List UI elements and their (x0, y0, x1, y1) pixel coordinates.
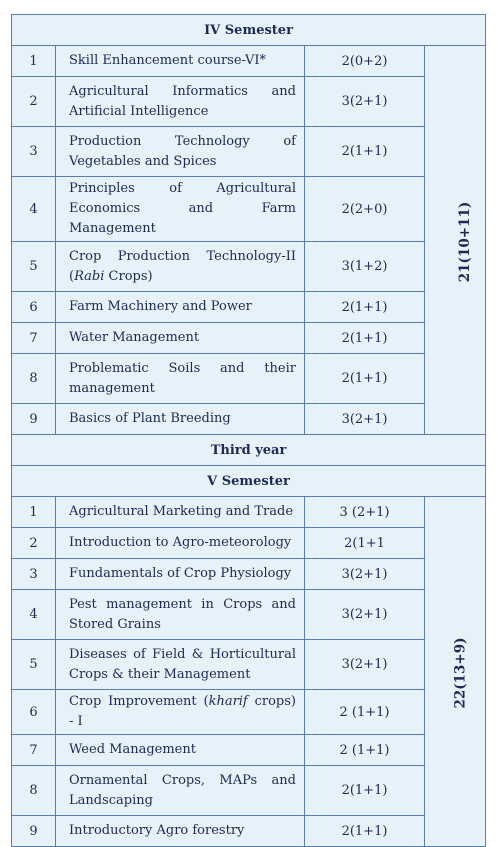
section-header-row (12, 466, 486, 497)
course-credit: 2(0+2) (305, 46, 425, 77)
table-row (12, 127, 486, 177)
section-header-row (12, 435, 486, 466)
course-name-line1: Crop Production Technology-II (69, 248, 296, 264)
course-credit: 2(1+1) (305, 323, 425, 354)
course-name-line2: Stored Grains (69, 616, 161, 632)
course-name-line2 (69, 269, 153, 284)
semester-5-title: V Semester (12, 466, 486, 497)
row-number: 2 (12, 528, 56, 559)
row-number: 4 (12, 177, 56, 242)
course-name: Agricultural Marketing and Trade (56, 497, 305, 528)
row-number: 1 (12, 46, 56, 77)
row-number: 4 (12, 590, 56, 640)
course-name (56, 690, 305, 735)
course-name-line2: Landscaping (69, 792, 153, 808)
course-table (11, 14, 486, 847)
course-name-line1: Problematic Soils and their (69, 360, 296, 376)
table-row (12, 766, 486, 816)
course-name (56, 127, 305, 177)
table-row (12, 640, 486, 690)
course-credit: 2(1+1) (305, 816, 425, 847)
course-name: Basics of Plant Breeding (56, 404, 305, 435)
course-name-prefix: Crop Improvement ( (69, 694, 209, 709)
course-name (56, 242, 305, 292)
table-row (12, 816, 486, 847)
course-name (56, 77, 305, 127)
course-credit: 2 (1+1) (305, 690, 425, 735)
table-row (12, 735, 486, 766)
course-table-container (11, 14, 485, 847)
table-row (12, 242, 486, 292)
course-name-line1: Agricultural Informatics and (69, 83, 296, 99)
course-name-line2: Vegetables and Spices (69, 153, 217, 169)
course-credit: 2(1+1) (305, 127, 425, 177)
course-credit: 3(2+1) (305, 77, 425, 127)
row-number: 8 (12, 766, 56, 816)
course-name-line1: Principles of Agricultural (69, 181, 296, 196)
course-credit: 3(2+1) (305, 559, 425, 590)
semester-total-cell (425, 46, 486, 435)
course-name-line2: Crops & their Management (69, 666, 251, 682)
course-name: Water Management (56, 323, 305, 354)
semester-4-title: IV Semester (12, 15, 486, 46)
course-name-prefix: ( (69, 268, 75, 284)
course-credit: 3(1+2) (305, 242, 425, 292)
course-name-line2: Artificial Intelligence (69, 103, 209, 119)
semester-total-cell (425, 497, 486, 847)
table-row (12, 528, 486, 559)
course-name (56, 766, 305, 816)
row-number: 1 (12, 497, 56, 528)
course-name: Farm Machinery and Power (56, 292, 305, 323)
table-row (12, 497, 486, 528)
course-name-line2: Economics and Farm Management (69, 201, 296, 236)
row-number: 2 (12, 77, 56, 127)
course-name-italic: Rabi (74, 268, 105, 284)
table-row (12, 690, 486, 735)
course-credit: 2(1+1) (305, 354, 425, 404)
table-row (12, 292, 486, 323)
course-name-line2: management (69, 380, 155, 396)
course-credit: 2(1+1) (305, 766, 425, 816)
table-row (12, 404, 486, 435)
course-credit: 2 (1+1) (305, 735, 425, 766)
course-name: Introductory Agro forestry (56, 816, 305, 847)
course-credit: 2(2+0) (305, 177, 425, 242)
course-credit: 3(2+1) (305, 590, 425, 640)
row-number: 9 (12, 816, 56, 847)
course-name-suffix: crops) - I (69, 694, 296, 729)
course-name: Fundamentals of Crop Physiology (56, 559, 305, 590)
course-name-line1: Diseases of Field & Horticultural (69, 646, 296, 662)
course-name (56, 177, 305, 242)
row-number: 8 (12, 354, 56, 404)
course-name: Skill Enhancement course-VI* (56, 46, 305, 77)
course-credit: 3(2+1) (305, 404, 425, 435)
course-name (56, 590, 305, 640)
course-name (56, 640, 305, 690)
course-name-line1: Ornamental Crops, MAPs and (69, 772, 296, 788)
table-row (12, 590, 486, 640)
row-number: 3 (12, 559, 56, 590)
row-number: 7 (12, 735, 56, 766)
table-row (12, 77, 486, 127)
course-credit: 2(1+1 (305, 528, 425, 559)
table-row (12, 177, 486, 242)
year-title: Third year (12, 435, 486, 466)
semester-5-total: 22(13+9) (452, 637, 469, 709)
row-number: 3 (12, 127, 56, 177)
section-header-row (12, 15, 486, 46)
table-row (12, 559, 486, 590)
row-number: 5 (12, 242, 56, 292)
row-number: 5 (12, 640, 56, 690)
course-credit: 2(1+1) (305, 292, 425, 323)
course-credit: 3 (2+1) (305, 497, 425, 528)
course-name (56, 354, 305, 404)
course-name-line1: Pest management in Crops and (69, 596, 296, 612)
table-row (12, 46, 486, 77)
course-name: Introduction to Agro-meteorology (56, 528, 305, 559)
course-credit: 3(2+1) (305, 640, 425, 690)
course-name-line1: Production Technology of (69, 133, 296, 149)
row-number: 6 (12, 292, 56, 323)
course-name-suffix: Crops) (104, 268, 153, 284)
row-number: 6 (12, 690, 56, 735)
table-row (12, 323, 486, 354)
semester-4-total: 21(10+11) (457, 201, 474, 282)
table-row (12, 354, 486, 404)
row-number: 9 (12, 404, 56, 435)
course-name-italic: kharif (208, 694, 248, 709)
course-name: Weed Management (56, 735, 305, 766)
row-number: 7 (12, 323, 56, 354)
